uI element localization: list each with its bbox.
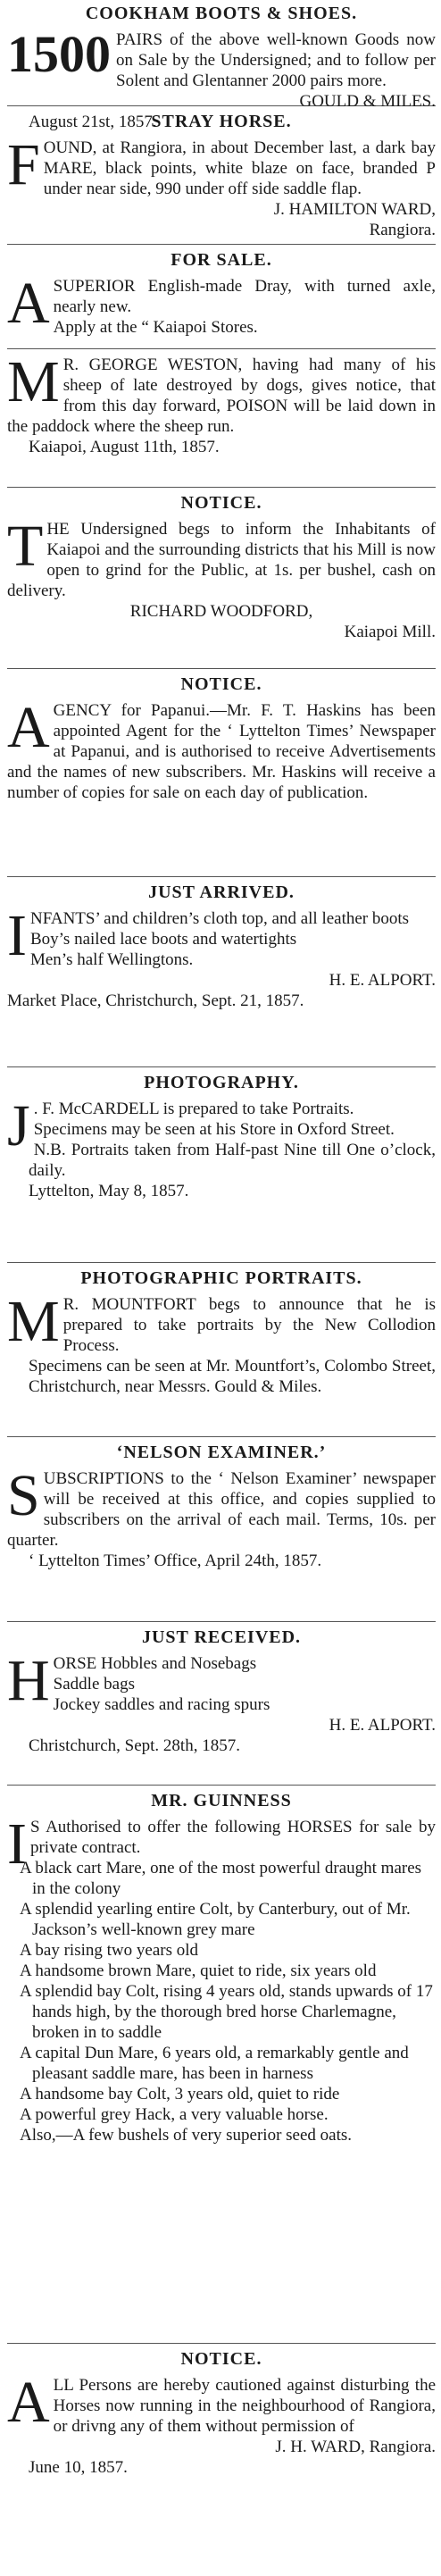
horse-listing: A handsome brown Mare, quiet to ride, six years old [20, 1961, 377, 1980]
horse-listing: A splendid yearling entire Colt, by Canterbury, out of Mr. Jackson’s well-known grey mare [20, 1900, 411, 1939]
ad-title: JUST RECEIVED. [141, 1627, 302, 1647]
divider [7, 348, 436, 349]
ad-line: Boy’s nailed lace boots and watertights [29, 930, 297, 949]
ad-title: PHOTOGRAPHY. [144, 1073, 299, 1092]
divider [7, 1436, 436, 1437]
ad-signature: GOULD & MILES. [299, 92, 436, 111]
divider [7, 668, 436, 669]
ad-date: Christchurch, Sept. 28th, 1857. [29, 1736, 240, 1755]
newspaper-column [7, 0, 436, 2519]
drop-cap: I [7, 903, 27, 968]
ad-body: UBSCRIPTIONS to the ‘ Nelson Examiner’ newspaper will be received at this office, and copies supplied to subscribers on the arrival of each mail. Terms, 10s. per quarter. [7, 1469, 436, 1550]
ad-body: GENCY for Papanui.—Mr. F. T. Haskins has been appointed Agent for the ‘ Lyttelton Times’ Newspaper at Papanui, and is authorised to receive Advertisements and the names of new subscribers. Mr. Haskins will receive a number of copies for sale on each day of publication. [7, 701, 436, 802]
drop-cap: T [7, 514, 44, 579]
ad-body: HE Undersigned begs to inform the Inhabitants of Kaiapoi and the surrounding districts that his Mill is now open to grind for the Public, at 1s. per bushel, cash on delivery. [7, 520, 436, 600]
ad-signature: H. E. ALPORT. [329, 1716, 436, 1735]
ad-signature: J. HAMILTON WARD, [273, 200, 436, 219]
ad-body: PAIRS of the above well-known Goods now on Sale by the Undersigned; and to follow per Solent and Glentanner 2000 pairs more. [116, 30, 436, 90]
divider [7, 876, 436, 877]
drop-cap: A [7, 695, 50, 760]
drop-cap: I [7, 1811, 27, 1877]
horse-listing: A handsome bay Colt, 3 years old, quiet to ride [20, 2085, 340, 2103]
ad-just-received [7, 1627, 436, 1779]
ad-body: R. GEORGE WESTON, having had many of his sheep of late destroyed by dogs, gives notice, that from this day forward, POISON will be laid down in the paddock where the sheep run. [7, 355, 436, 436]
ad-date: August 21st, 1857. [29, 113, 157, 131]
ad-title: FOR SALE. [171, 250, 272, 270]
ad-place: Rangiora. [369, 221, 436, 239]
drop-cap: H [7, 1648, 50, 1713]
drop-cap: F [7, 132, 40, 197]
divider [7, 1785, 436, 1786]
ad-george-weston [7, 349, 436, 481]
ad-title: JUST ARRIVED. [148, 882, 295, 902]
ad-title: MR. GUINNESS [151, 1791, 292, 1811]
horse-listing: Also,—A few bushels of very superior seed oats. [20, 2126, 353, 2145]
ad-notice-mill [7, 493, 436, 663]
ad-mr-guinness [7, 1791, 436, 2338]
ad-title: PHOTOGRAPHIC PORTRAITS. [80, 1268, 362, 1288]
drop-cap: M [7, 1289, 60, 1354]
ad-body: OUND, at Rangiora, in about December last, a dark bay MARE, black points, white blaze on face, branded P under near side, 990 under off side saddle flap. [43, 138, 436, 198]
ad-photographic-portraits [7, 1268, 436, 1431]
ad-date: June 10, 1857. [29, 2458, 128, 2477]
ad-date: ‘ Lyttelton Times’ Office, April 24th, 1857. [29, 1551, 322, 1570]
ad-date: Lyttelton, May 8, 1857. [29, 1182, 189, 1200]
drop-cap: A [7, 271, 50, 336]
divider [7, 1621, 436, 1622]
divider [7, 1262, 436, 1263]
ad-body: R. MOUNTFORT begs to announce that he is prepared to take portraits by the New Collodion Process. [62, 1295, 436, 1355]
ad-title: NOTICE. [180, 674, 262, 694]
divider [7, 2343, 436, 2344]
ad-body: ORSE Hobbles and Nosebags [53, 1654, 257, 1673]
ad-date: Market Place, Christchurch, Sept. 21, 1857. [7, 991, 304, 1010]
ad-notice-horses [7, 2349, 436, 2519]
horse-listing: A powerful grey Hack, a very valuable horse. [20, 2105, 329, 2124]
drop-cap: J [7, 1093, 30, 1158]
ad-body: NFANTS’ and children’s cloth top, and all leather boots [29, 909, 410, 928]
drop-cap: M [7, 349, 60, 414]
ad-body: LL Persons are hereby cautioned against disturbing the Horses now running in the neighbourhood of Rangiora, or drivng any of them without permission of [53, 2376, 436, 2436]
ad-title: NOTICE. [180, 493, 262, 513]
ad-signature: H. E. ALPORT. [329, 971, 436, 990]
ad-note: Apply at the “ Kaiapoi Stores. [53, 318, 258, 337]
horse-listing: A capital Dun Mare, 6 years old, a remarkably gentle and pleasant saddle mare, has been in harness [20, 2044, 409, 2083]
drop-cap: S [7, 1463, 40, 1528]
ad-notice-agency [7, 674, 436, 871]
ad-for-sale [7, 250, 436, 343]
ad-body: S Authorised to offer the following HORSES for sale by private contract. [29, 1818, 436, 1857]
ad-body: . F. McCARDELL is prepared to take Portraits. [33, 1100, 354, 1118]
ad-line: Jockey saddles and racing spurs [53, 1695, 270, 1714]
ad-signature: J. H. WARD, Rangiora. [275, 2438, 436, 2456]
ad-title: COOKHAM BOOTS & SHOES. [85, 4, 358, 23]
ad-title: ‘NELSON EXAMINER.’ [116, 1443, 327, 1462]
ad-date: Kaiapoi, August 11th, 1857. [29, 438, 220, 456]
divider [7, 244, 436, 245]
ad-signature: RICHARD WOODFORD, [129, 602, 313, 621]
ad-photography [7, 1073, 436, 1257]
ad-just-arrived [7, 882, 436, 1061]
horse-listing: A splendid bay Colt, rising 4 years old, stands upwards of 17 hands high, by the thorough bred horse Charlemagne, broken in to saddle [20, 1982, 433, 2042]
ad-title: NOTICE. [180, 2349, 262, 2369]
ad-nelson-examiner [7, 1443, 436, 1616]
ad-paragraph: Specimens can be seen at Mr. Mountfort’s, Colombo Street, Christchurch, near Messrs. Gould & Miles. [29, 1357, 436, 1396]
horse-listing: A bay rising two years old [20, 1941, 199, 1960]
ad-place: Kaiapoi Mill. [344, 623, 436, 641]
horse-listing: A black cart Mare, one of the most powerful draught mares in the colony [20, 1859, 422, 1898]
ad-line: Saddle bags [53, 1675, 135, 1694]
ad-paragraph: N.B. Portraits taken from Half-past Nine till One o’clock, daily. [29, 1141, 436, 1180]
ad-body: SUPERIOR English-made Dray, with turned axle, nearly new. [53, 277, 436, 316]
ad-title: STRAY HORSE. [151, 112, 292, 131]
divider [7, 1066, 436, 1067]
divider [7, 487, 436, 488]
ad-paragraph: Specimens may be seen at his Store in Oxford Street. [33, 1120, 395, 1139]
drop-cap: A [7, 2370, 50, 2435]
ad-line: Men’s half Wellingtons. [29, 950, 194, 969]
drop-number: 1500 [7, 25, 111, 83]
